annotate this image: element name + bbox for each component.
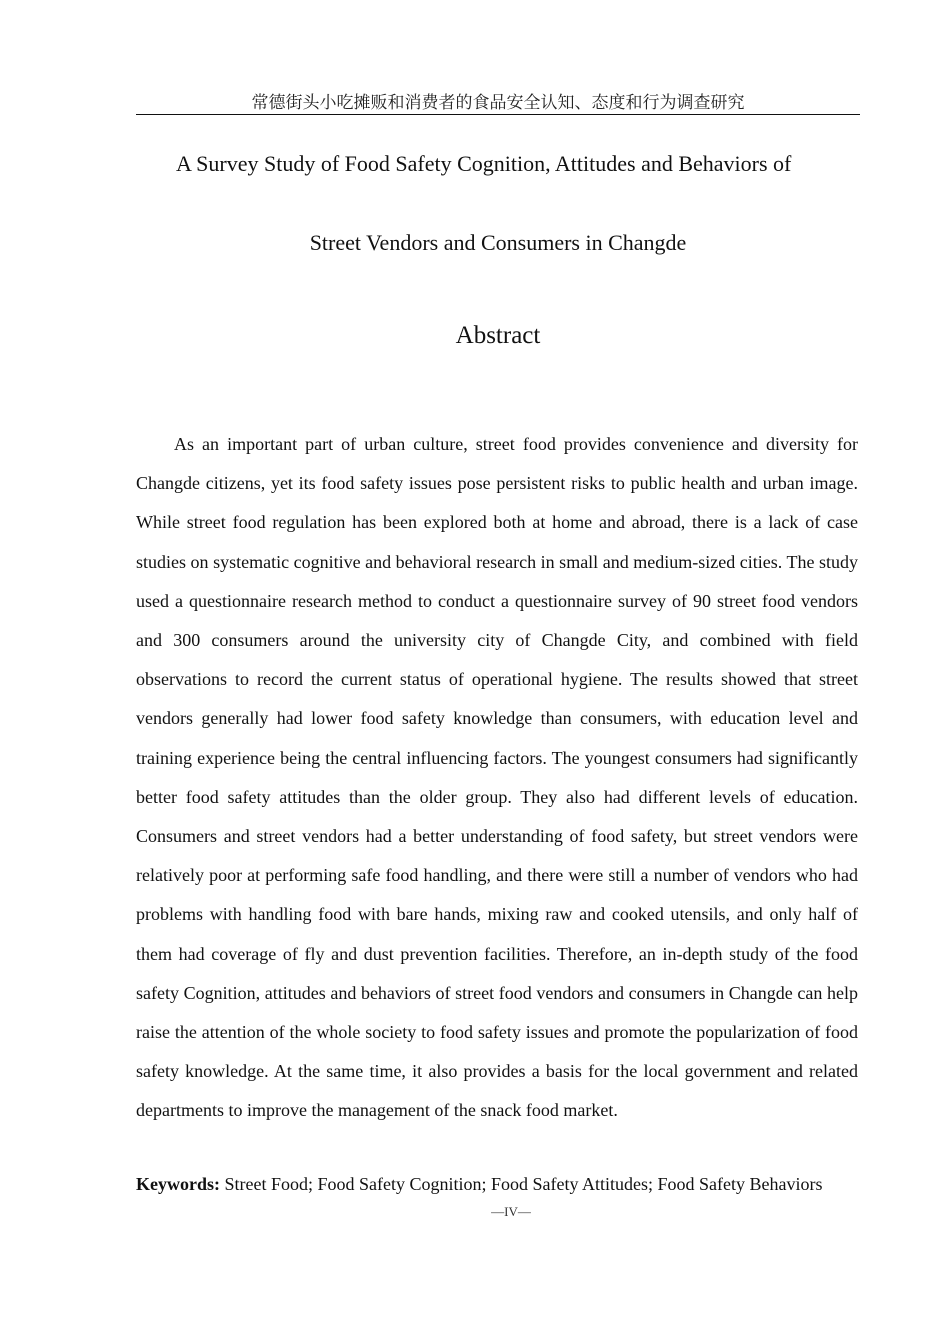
- page-number: —IV—: [491, 1204, 531, 1219]
- abstract-heading: Abstract: [455, 322, 541, 349]
- paper-title-line-1: A Survey Study of Food Safety Cognition, Attitudes and Behaviors of: [176, 151, 792, 176]
- keywords: [136, 1171, 866, 1197]
- keywords-label: Keywords:: [136, 1174, 220, 1194]
- header-rule: [136, 114, 860, 115]
- keywords-text: Street Food; Food Safety Cognition; Food Safety Attitudes; Food Safety Behaviors: [224, 1174, 823, 1194]
- abstract-body: As an important part of urban culture, street food provides convenience and diversity for Changde citizens, yet its food safety issues pose persistent risks to public health and urban image. While street food regulation has been explored both at home and abroad, there is a lack of case studies on systematic cognitive and behavioral research in small and medium-sized cities. The study used a questionnaire research method to conduct a questionnaire survey of 90 street food vendors and 300 consumers around the university city of Changde City, and combined with field observations to record the current status of operational hygiene. The results showed that street vendors generally had lower food safety knowledge than consumers, with education level and training experience being the central influencing factors. The youngest consumers had significantly better food safety attitudes than the older group. They also had different levels of education. Consumers and street vendors had a better understanding of food safety, but street vendors were relatively poor at performing safe food handling, and there were still a number of vendors who had problems with handling food with bare hands, mixing raw and cooked utensils, and only half of them had coverage of fly and dust prevention facilities. Therefore, an in-depth study of the food safety Cognition, attitudes and behaviors of street food vendors and consumers in Changde can help raise the attention of the whole society to food safety issues and promote the popularization of food safety knowledge. At the same time, it also provides a basis for the local government and related departments to improve the management of the snack food market.: [136, 434, 858, 1121]
- running-header: 常德街头小吃摊贩和消费者的食品安全认知、态度和行为调查研究: [251, 93, 745, 113]
- paper-title-line-2: Street Vendors and Consumers in Changde: [309, 230, 687, 255]
